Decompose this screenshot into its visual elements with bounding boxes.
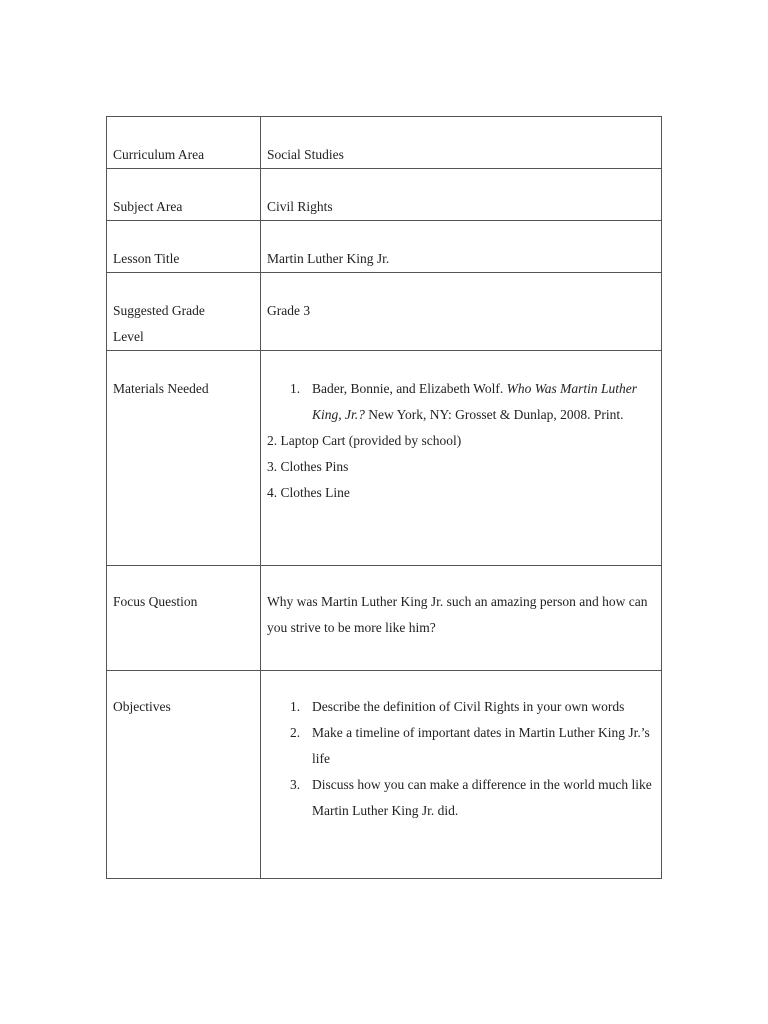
label-subject-area: Subject Area [107, 169, 261, 221]
objective-item-1-text: Describe the definition of Civil Rights in your own words [312, 699, 625, 714]
objective-item-3-text: Discuss how you can make a difference in the world much like Martin Luther King Jr. did. [312, 777, 652, 818]
row-subject-area [107, 169, 662, 221]
value-focus-question: Why was Martin Luther King Jr. such an amazing person and how can you strive to be more like him? [261, 566, 662, 671]
objective-item-2 [290, 720, 655, 772]
materials-item-1-suffix: New York, NY: Grosset & Dunlap, 2008. Print. [364, 407, 624, 422]
label-curriculum-area: Curriculum Area [107, 117, 261, 169]
row-objectives [107, 671, 662, 879]
objective-item-2-text: Make a timeline of important dates in Martin Luther King Jr.’s life [312, 725, 650, 766]
objective-item-3-number: 3. [290, 777, 301, 792]
objectives-list-cell [261, 671, 662, 879]
materials-item-2: 2. Laptop Cart (provided by school) [267, 433, 462, 448]
objective-item-2-number: 2. [290, 725, 301, 740]
objective-item-1 [290, 694, 655, 720]
row-curriculum-area [107, 117, 662, 169]
objectives-numbered-list [267, 694, 655, 824]
materials-item-1-number: 1. [290, 381, 301, 396]
materials-item-4: 4. Clothes Line [267, 485, 350, 500]
materials-item-1-prefix: Bader, Bonnie, and Elizabeth Wolf. [312, 381, 507, 396]
label-materials-needed: Materials Needed [107, 351, 261, 566]
label-objectives: Objectives [107, 671, 261, 879]
row-focus-question [107, 566, 662, 671]
materials-numbered-list [267, 376, 655, 428]
materials-item-1 [290, 376, 655, 428]
row-materials-needed [107, 351, 662, 566]
objective-item-3 [290, 772, 655, 824]
objective-item-1-number: 1. [290, 699, 301, 714]
label-lesson-title: Lesson Title [107, 221, 261, 273]
value-subject-area: Civil Rights [261, 169, 662, 221]
row-lesson-title [107, 221, 662, 273]
materials-item-3: 3. Clothes Pins [267, 459, 349, 474]
lesson-plan-table [106, 116, 662, 879]
row-suggested-grade-level [107, 273, 662, 351]
materials-list-cell [261, 351, 662, 566]
label-suggested-grade-level: Suggested Grade Level [107, 273, 261, 351]
value-curriculum-area: Social Studies [261, 117, 662, 169]
value-suggested-grade-level: Grade 3 [261, 273, 662, 351]
materials-item-1-book-title: Who Was Martin Luther King, Jr.? [312, 381, 637, 422]
label-focus-question: Focus Question [107, 566, 261, 671]
value-lesson-title: Martin Luther King Jr. [261, 221, 662, 273]
